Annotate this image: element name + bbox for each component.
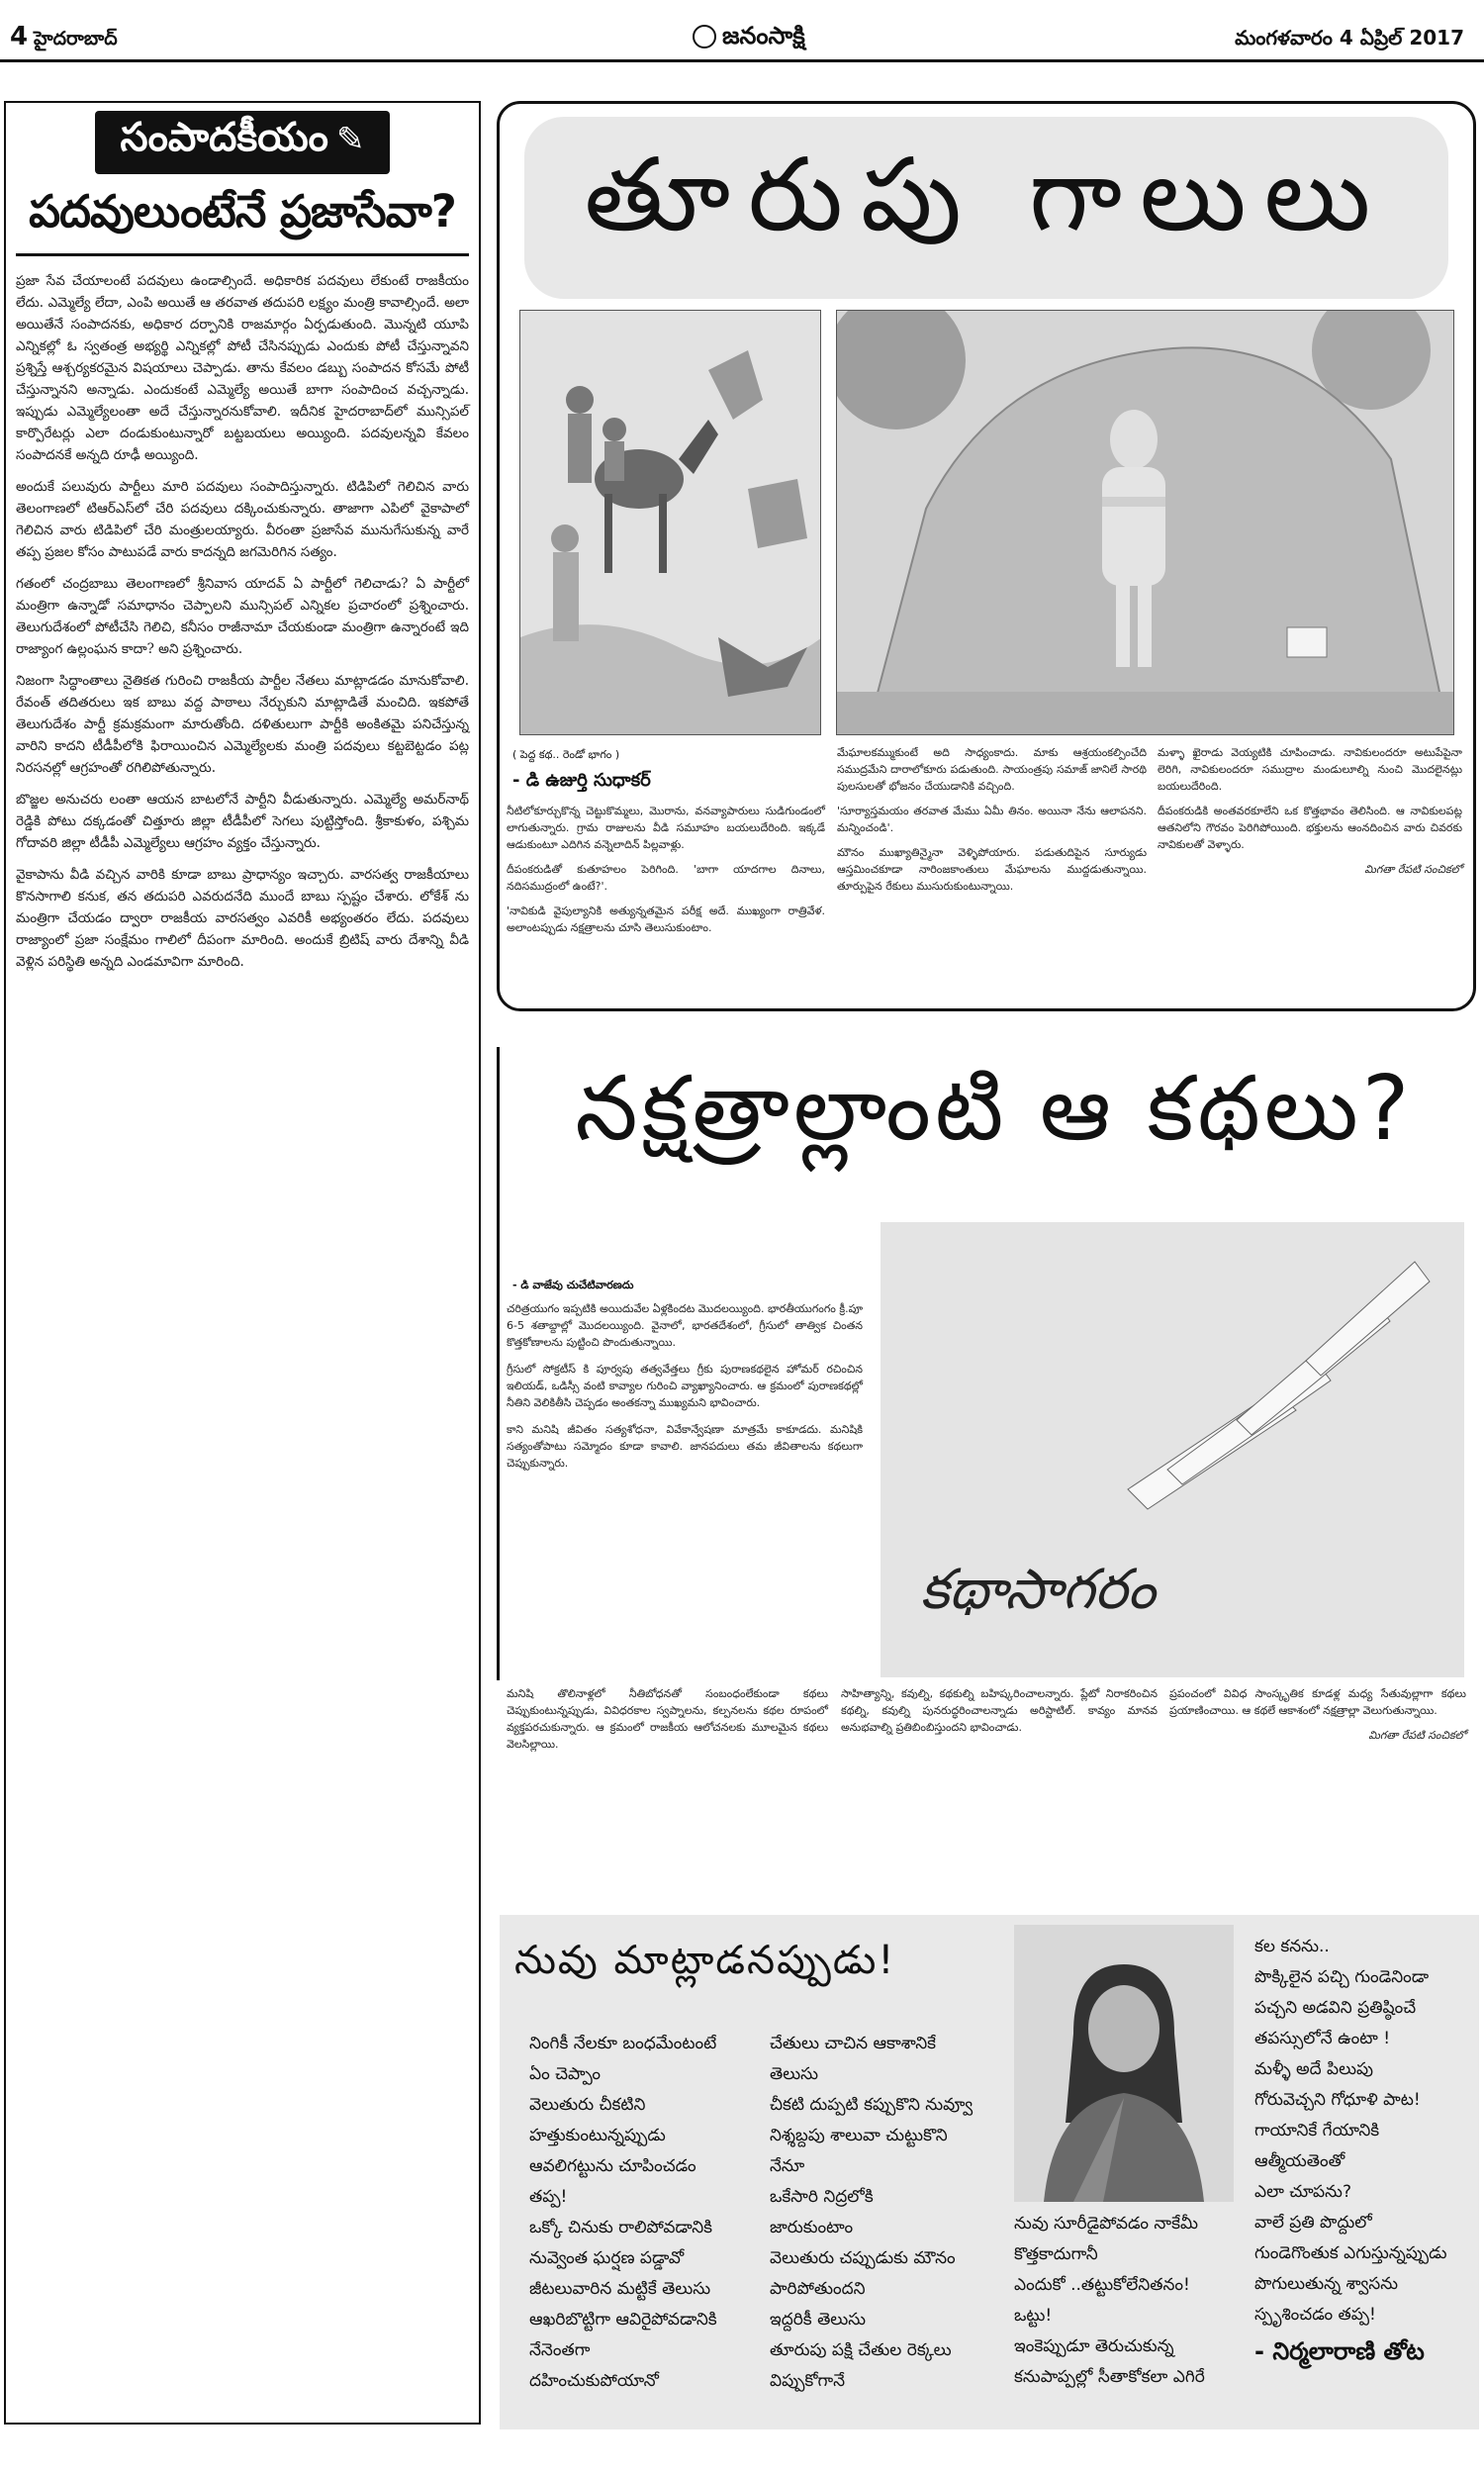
poem-column-3 <box>1014 2209 1242 2393</box>
story2-body <box>507 1275 863 1472</box>
poem-line: తప్ప! <box>529 2187 568 2207</box>
poem-line: ఇంకెప్పుడూ తెరుచుకున్న <box>1014 2336 1174 2356</box>
poem-line: వెలుతురు చప్పుడుకు మౌనం <box>770 2248 956 2268</box>
portrait-drawing <box>1014 1925 1234 2202</box>
story-continuation: మిగతా రేపటి సంచికలో <box>1368 1729 1466 1742</box>
poem-line: కొత్తకాదుగానీ <box>1014 2244 1098 2264</box>
editorial-paragraph: గతంలో చంద్రబాబు తెలంగాణలో శ్రీనివాస యాదవ్ ఏ పార్టీలో గెలిచాడు? ఏ పార్టీలో మంత్రిగా ఉన్నాడో సమాధానం చెప్పాలని మున్సిపల్ ఎన్నికల ప్రచారంలో ప్రశ్నించారు. తెలుగుదేశంలో పోటీచేసి గెలిచి, కనీసం రాజీనామా చేయకుండా మంత్రిగా ఉన్నారంటే ఇది రాజ్యాంగ ఉల్లంఘన కాదా? అని ప్రశ్నించారు. <box>16 576 469 657</box>
poem-line: గుండెగొంతుక ఎగుస్తున్నప్పుడు <box>1254 2243 1447 2263</box>
story2-column-3 <box>1169 1685 1466 1744</box>
illustration-drawing <box>520 311 821 735</box>
poem-line: ఆఖరిబొట్టిగా ఆవిరైపోవడానికి <box>529 2310 717 2330</box>
poem-line: నువు సూరీడైపోవడం నాకేమీ <box>1014 2214 1198 2234</box>
story-paragraph: మౌనం ముఖ్యాతిన్మైనా వెళ్ళిపోయారు. పడుతుదిపైన సూర్యుడు ఆస్తమించకూడా నారింజకాంతులు మేఘాలను ముద్దడుతున్నాయి. తూర్పుపైన రేకులు ముసురుకుంటున్నాయి. <box>837 846 1147 893</box>
page-number: 4 <box>10 22 29 51</box>
editorial-paragraph: బొజ్జల అనుచరు లంతా ఆయన బాటలోనే పార్టీని వీడుతున్నారు. ఎమ్మెల్యే అమర్‌నాథ్ రెడ్డికి పోటు దక్కడంతో చిత్తూరు జిల్లా టీడీపీలో సెగలు పుట్టిస్తోంది. శ్రీకాకుళం, పశ్చిమ గోదావరి జిల్లా టీడీపీ ఎమ్మెల్యేలు ఆగ్రహం వ్యక్తం చేస్తున్నారు. <box>16 792 469 851</box>
poem-line: పొగులుతున్న శ్వాసను <box>1254 2274 1399 2294</box>
edition-city: హైదరాబాద్ <box>34 28 118 49</box>
poem-line: గోరువెచ్చని గోధూళి పాట! <box>1254 2090 1421 2110</box>
editorial-paragraph: ప్రజా సేవ చేయాలంటే పదవులు ఉండాల్సిందే. అధికారిక పదవులు లేకుంటే రాజకీయం లేదు. ఎమ్మెల్యే లేదా, ఎంపి అయితే ఆ తరవాత తదుపరి లక్ష్యం మంత్రి కావాల్సిందే. అలా అయితేనే సంపాదనకు, అధికార దర్పానికి రాజమార్గం ఏర్పడుతుంది. మొన్నటి యూపి ఎన్నికల్లో ఓ స్వతంత్ర అభ్యర్థి ఎన్నికల్లో పోటీ చేసినప్పుడు ఎందుకు పోటీ చేస్తున్నావని ప్రశ్నిస్తే ఆశ్చర్యకరమైన విషయాలు చెప్పాడు. తాను కేవలం డబ్బు సంపాదన కోసమే పోటీ చేస్తున్నానని అన్నాడు. ఎందుకంటే ఎమ్మెల్యే అయితే బాగా సంపాదించ వచ్చన్నాడు. ఇప్పుడు ఎమ్మెల్యేలంతా అదే చేస్తున్నారనుకోవాలి. ఇదీనిక హైదరాబాద్‌లో మున్సిపల్ కార్పొరేటర్లు ఎలా దండుకుంటున్నారో బట్టబయలు అయ్యింది. పదవులన్నవి కేవలం సంపాదనకే అన్నది రూఢీ అయ్యింది. <box>16 273 469 463</box>
poem-line: చీకటి దుప్పటి కప్పుకొని నువ్వూ <box>770 2095 974 2115</box>
story-paragraph: దీపంకరుడితో కుతూహలం పెరిగింది. 'బాగా యాదగాల దినాలు, నదిసముద్రంలో ఉంటే?'. <box>507 863 825 893</box>
poem-line: విప్పుకోగానే <box>770 2371 846 2391</box>
poem-line: నేనెంతగా <box>529 2340 591 2360</box>
newspaper-name: జనంసాక్షి <box>722 22 805 49</box>
feature-title: తూరుపు గాలులు <box>524 117 1448 299</box>
editorial-paragraph: వైకాపాను వీడి వచ్చిన వారికి కూడా బాబు ప్రాధాన్యం ఇచ్చారు. వారసత్వ రాజకీయాలు కొనసాగాలి కనుక, తన తదుపరి ఎవరుదనేది ముందే బాబు స్పష్టం చేశారు. లోకేశ్ ను మంత్రిగా చేయడం ద్వారా రాజకీయ వారసత్వం ఎవరికీ అభ్యంతరం లేదు. పదవులు రాజ్యాంలో ప్రజా సంక్షేమం గాలిలో దీపంగా మారింది. అందుకే బ్రిటిష్ వారు దేశాన్ని వీడి వెళ్లిన పరిస్థితి అన్నది ఎండమావిగా మారింది. <box>16 867 469 970</box>
poem-column-4 <box>1254 1932 1477 2367</box>
poem-line: ఎలా చూపను? <box>1254 2182 1351 2202</box>
poem-line: నేనూ <box>770 2156 805 2176</box>
poem-line: ఆవలిగట్టును చూపించడం <box>529 2156 696 2176</box>
feature-column-2 <box>837 744 1147 895</box>
poet-name: - నిర్మలారాణి తోట <box>1254 2337 1425 2365</box>
pen-icon: ✎ <box>335 120 365 159</box>
editorial-paragraph: అందుకే పలువురు పార్టీలు మారి పదవులు సంపాదిస్తున్నారు. టిడిపిలో గెలిచిన వారు తెలంగాణలో టిఆర్‌ఎస్‌లో చేరి పదవులు దక్కించుకున్నారు. తాజాగా ఎపిలో వైకాపాలో గెలిచిన వారు టిడిపిలో చేరి మంత్రులయ్యారు. వీరంతా ప్రజాసేవ మునుగేసుకున్న వారే తప్ప ప్రజల కోసం పాటుపడే వారు కాదన్నది జగమెరిగిన సత్యం. <box>16 479 469 560</box>
poem-line: ఇద్దరికీ తెలుసు <box>770 2310 867 2330</box>
poem-line: దహించుకుపోయానో <box>529 2371 659 2391</box>
poem-line: పచ్చని అడవిని ప్రతిష్ఠించే <box>1254 1998 1417 2018</box>
poem-line: ఒట్టు! <box>1014 2306 1053 2326</box>
poem-line: హత్తుకుంటున్నప్పుడు <box>529 2126 666 2145</box>
editorial-column <box>4 101 481 2425</box>
poem-line: తెలుసు <box>770 2064 818 2084</box>
historical-illustration <box>519 310 821 735</box>
feature-column-3 <box>1158 744 1462 878</box>
poem-line: ఒకేసారి నిద్రలోకి <box>770 2187 874 2207</box>
story-paragraph: నీటిలోకూర్చుకొన్న చెట్టుకొమ్మలు, మొరాను, వనవ్యాపారులు సుడిగుండంలో లాగుతున్నారు. గ్రామ రాజులను వీడి సమూహం బయలుదేరింది. ఇక్కడే ఆడుకుంటూ ఎదిగిన వన్నెలాదిన్ పిల్లవాళ్లు. <box>507 805 825 851</box>
story-paragraph: దీపంకరుడికి అంతవరకూలేని ఒక కొత్తభావం తెలిసింది. ఆ నావికులపట్ల ఆతనిలోని గౌరవం పెరిగిపోయింది. భక్తులను ఆంనదించిన వారు చివరకు నావికులతో వెళ్ళారు. <box>1158 805 1462 851</box>
poem-line: స్పృశించడం తప్ప! <box>1254 2305 1376 2325</box>
editorial-label-text: సంపాదకీయం <box>120 115 328 160</box>
story-kicker: ( పెద్ద కథ.. రెండో భాగం ) <box>512 748 620 761</box>
poem-line: తపస్సులోనే ఉంటా ! <box>1254 2029 1391 2048</box>
story2-byline: - డి వాజేవు చుచేటివారణదు <box>512 1279 634 1291</box>
poem-line: పొక్కిలైన పచ్చి గుండెనిండా <box>1254 1967 1430 1987</box>
editorial-paragraph: నిజంగా సిద్ధాంతాలు నైతికత గురించి రాజకీయ పార్టీల నేతలు మాట్లాడడం మానుకోవాలి. రేవంత్ తదితరులు ఇక బాబు వద్ద పాఠాలు నేర్చుకుని మాట్లాడితే మంచిది. ఇకపోతే తెలుగుదేశం పార్టీ క్రమక్రమంగా మారుతోంది. దళితులుగా పార్టీకి అంకితమై పనిచేస్తున్న వారిని కాదని టీడీపీలోకి ఫిరాయించిన ఎమ్మెల్యేలకు మంత్రి పదవులు కట్టబెట్టడం పట్ల నిరసనల్లో ఆగ్రహంతో రగిలిపోతున్నారు. <box>16 673 469 776</box>
poet-portrait <box>1014 1925 1234 2202</box>
story-paragraph: 'సూర్యాస్తమయం తరవాత మేము ఏమీ తినం. అయినా నేను ఆలాపనని. మన్నించండి'. <box>837 805 1147 834</box>
editorial-title-rule <box>16 253 469 256</box>
poem-line: ఒక్కో చినుకు రాలిపోవడానికి <box>529 2218 713 2237</box>
poem-line: నిశ్శబ్దపు శాలువా చుట్టుకొని <box>770 2126 948 2145</box>
poem-column-2 <box>770 2029 1007 2397</box>
graphic-title: కథాసాగరం <box>920 1558 1156 1622</box>
masthead-rule <box>0 59 1484 62</box>
editorial-title: పదవులుంటేనే ప్రజాసేవా? <box>29 185 456 238</box>
poem-line: ఏం చెప్పాం <box>529 2064 602 2084</box>
story-paragraph: ప్రపంచంలో వివిధ సాంస్కృతిక కూడళ్ల మధ్య సేతువుల్లాగా కథలు ప్రయాణించాయి. ఆ కథలే ఆకాశంలో నక్షత్రాల్లా వెలుగుతున్నాయి. <box>1169 1687 1466 1717</box>
story-paragraph: కాని మనిషి జీవితం సత్యశోధనా, వివేకాన్వేషణా మాత్రమే కాకూడదు. మనిషికి సత్యంతోపాటు సమ్మోదం కూడా కావాలి. జానపదులు తమ జీవితాలను కథలుగా చెప్పుకున్నారు. <box>507 1423 863 1470</box>
poem-line: జారుకుంటాం <box>770 2218 854 2237</box>
rock-sculpture-photo <box>836 310 1454 735</box>
story-paragraph: గ్రీసులో సోక్రటీస్ కి పూర్వపు తత్వవేత్తలు గ్రీకు పురాణకథలైన హోమర్ రచించిన ఇలియడ్, ఒడిస్సీ వంటి కావ్యాల గురించి వ్యాఖ్యానించారు. ఆ క్రమంలో పురాణకథల్లో నీతిని వెలికితీసి చెప్పడం అంతకన్నా ముఖ్యమని భావించారు. <box>507 1363 863 1409</box>
editorial-label-wrap <box>16 111 469 174</box>
story-paragraph: చరిత్రయుగం ఇప్పటికి అయిదువేల ఏళ్లకిందట మొదలయ్యింది. భారతీయుగంగం క్రీ.పూ 6-5 శతాబ్దాల్లో మొదలయ్యింది. వైనాలో, భారతదేశంలో, గ్రీసులో తాత్విక చింతన కొత్తకోణాలను పుట్టించి పొందుతున్నాయి. <box>507 1302 863 1349</box>
poem-line: కనుపాప్పల్లో సీతాకోకలా ఎగిరే <box>1014 2367 1205 2387</box>
poem-title: నువు మాట్లాడనప్పుడు! <box>514 1938 896 1983</box>
poem-line: చేతులు చాచిన ఆకాశానికే <box>770 2034 937 2053</box>
poem-line: నువ్వెంత ఘర్షణ పడ్డావో <box>529 2248 685 2268</box>
story2-column-1: మనిషి తొలినాళ్లలో నీతిబోధనతో సంబంధంలేకుండా కథలు చెప్పుకుంటున్నప్పుడు, వివిధరకాల స్వప్నాలను, కల్పనలను కథల రూపంలో వ్యక్తపరచుకున్నారు. ఆ క్రమంలో రాజకీయ ఆలోచనలకు మూలమైన కథలు వెలసిల్లాయి. <box>507 1687 828 1751</box>
poem-line: పారిపోతుందని <box>770 2279 866 2299</box>
story2-column-2: సాహిత్యాన్ని, కవుల్ని, కథకుల్ని బహిష్కరించాలన్నారు. ప్లేటో నిరాకరించిన కథల్ని, కవుల్ని పునరుద్ధరించాలన్నాడు అరిస్టాటిల్. కావ్యం మానవ అనుభవాల్ని ప్రతిబింబిస్తుందని భావించాడు. <box>841 1687 1158 1734</box>
story-paragraph: మేఘాలకమ్ముకుంటే అది సాధ్యంకాదు. మాకు ఆశ్రయంకల్పించేది సముద్రమేని దారాలోకూరు పడుతుంది. సాయంత్రపు సమాజ్ జానిలే సారథి పులసులతో భోజనం చేయుడానికి వచ్చింది. <box>837 746 1147 793</box>
poem-line: గాయానికే గేయానికి <box>1254 2121 1380 2141</box>
poem-line: మళ్ళీ అదే పిలుపు <box>1254 2059 1373 2079</box>
poem-line: వెలుతురు చీకటిని <box>529 2095 646 2115</box>
logo-icon <box>693 25 716 48</box>
story-byline: - డి ఉజుర్తి సుధాకర్ <box>512 770 651 791</box>
poem-line: జీటలువారిన మట్టికే తెలుసు <box>529 2279 711 2299</box>
photo-drawing <box>837 311 1454 735</box>
kathasagaram-graphic <box>881 1222 1464 1677</box>
editorial-label <box>95 111 391 174</box>
poem-line: వాలే ప్రతి పొద్దులో <box>1254 2213 1372 2233</box>
story-paragraph: మళ్ళా ఖైరాడు వెయ్యటికి చూపించాడు. నావికులందరూ అటుపేపైనా లెరిగి, నావికులందరూ సముద్రాల మండులూల్ని నుంచి మొదలైనట్లు బయలుదేరింది. <box>1158 746 1462 793</box>
poem-line: నింగికీ నేలకూ బంధమేంటంటే <box>529 2034 717 2053</box>
editorial-body <box>16 270 469 973</box>
newspaper-logo <box>693 22 805 55</box>
poem-line: ఎందుకో ..తట్టుకోలేనితనం! <box>1014 2275 1190 2295</box>
poem-column-1 <box>529 2029 757 2397</box>
story-continuation: మిగతా రేపటి సంచికలో <box>1364 863 1462 876</box>
poem-line: ఆత్మీయతెంతో <box>1254 2151 1345 2171</box>
story-paragraph: 'నావికుడి వైపుల్యానికి అత్యున్నతమైన పరీక్ష అదే. ముఖ్యంగా రాత్రివేళ. అలాంటప్పుడు నక్షత్రాలను చూసి తెలుసుకుంటాం. <box>507 904 825 934</box>
graphic-drawing <box>881 1222 1464 1677</box>
feature-column-1 <box>507 744 825 936</box>
poem-line: కల కనను.. <box>1254 1937 1330 1956</box>
story2-title: నక్షత్రాల్లాంటి ఆ కథలు? <box>575 1057 1414 1161</box>
dateline: మంగళవారం 4 ఏప్రిల్ 2017 <box>1235 26 1464 49</box>
poem-line: తూరుపు పక్షి చేతుల రెక్కలు <box>770 2340 952 2360</box>
